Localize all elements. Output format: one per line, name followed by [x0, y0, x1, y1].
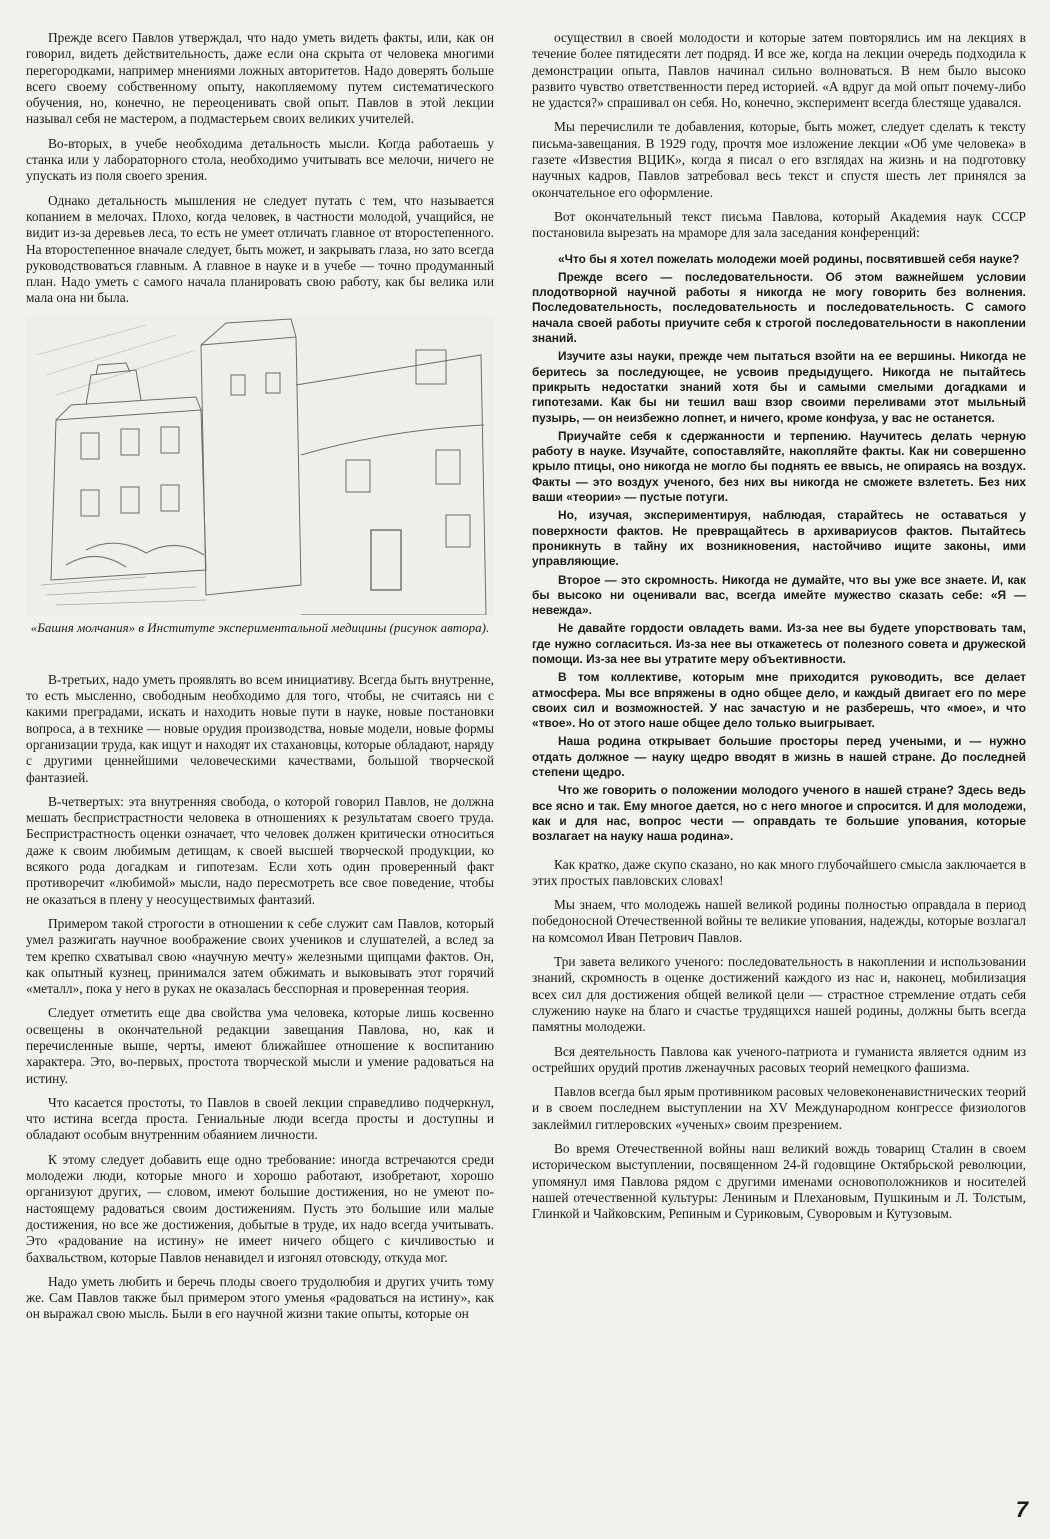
quote-paragraph: Второе — это скромность. Никогда не думайте, что вы уже все знаете. И, как бы высоко ни оценивали вас, всегда имейте мужество сказать себе: «Я — невежда». — [532, 572, 1026, 618]
paragraph: Как кратко, даже скупо сказано, но как много глубочайшего смысла заключается в этих простых павловских словах! — [532, 856, 1026, 888]
paragraph: Павлов всегда был ярым противником расовых человеконенавистнических теорий и в своем последнем выступлении на XV Международном конгрессе физиологов заклеймил гитлеровских «ученых» своим презрением. — [532, 1084, 1026, 1132]
paragraph: Однако детальность мышления не следует путать с тем, что называется копанием в мелочах. Плохо, когда человек, в частности молодой, учащийся, не видит из-за деревьев леса, то есть не умеет отличать главное от второстепенного. На второстепенное вначале следует, быть может, и закрывать глаза, но зато всегда руководствоваться главным. А главное в науке и в учебе — точно продуманный план. Надо уметь с самого начала планировать свою работу, как бы велика или мала она ни была. — [26, 192, 494, 306]
quote-paragraph: Изучите азы науки, прежде чем пытаться взойти на ее вершины. Никогда не беритесь за последующее, не усвоив предыдущего. Никогда не пытайтесь прикрыть недостатки знаний хотя бы и самыми смелыми догадками и гипотезами. Как бы ни тешил ваш взор своими переливами этот мыльный пузырь, — он неизбежно лопнет, и ничего, кроме конфуза, у вас не останется. — [532, 349, 1026, 425]
paragraph: Что касается простоты, то Павлов в своей лекции справедливо подчеркнул, что истина всегда проста. Гениальные люди всегда просты и доступны и обладают особым внутренним обаянием личности. — [26, 1094, 494, 1143]
paragraph: Примером такой строгости в отношении к себе служит сам Павлов, который умел разжигать научное воображение своих учеников и слушателей, а вслед за тем крепко схватывал свою «научную мечту» железными щипцами фактов. Он, как опытный кузнец, принимался затем обжимать и выковывать этот горячий «металл», пока у него в руках не оказалась бесспорная и проверенная теория. — [26, 915, 494, 997]
quote-paragraph: Что же говорить о положении молодого ученого в нашей стране? Здесь ведь все ясно и так. Ему многое дается, но с него многое и спросится. И для молодежи, как и для нас, вопрос чести — оправдать те большие упования, которые возлагает на науку наша родина». — [532, 783, 1026, 844]
paragraph: Три завета великого ученого: последовательность в накоплении и использовании знаний, скромность в оценке достижений каждого из нас и, наконец, мобилизация всех сил для достижения общей великой цели — страстное стремление отдать себя служению науке на благо и счастье трудящихся нашей родины, должны быть всегда памятны молодежи. — [532, 954, 1026, 1035]
illustration-caption: «Башня молчания» в Институте экспериментальной медицины (рисунок автора). — [30, 619, 490, 635]
paragraph: В-четвертых: эта внутренняя свобода, о которой говорил Павлов, не должна мешать беспристрастности человека в отношениях к результатам своего труда. Беспристрастность оценки означает, что человек должен критически относиться даже к своим любимым детищам, к своей высшей творческой продукции, ко всякого рода догадкам и гипотезам. Если хоть один проверенный факт противоречит «любимой» мысли, надо пересмотреть все свое поведение, чтобы не оказаться в плену у неосуществимых фантазий. — [26, 793, 494, 907]
paragraph: К этому следует добавить еще одно требование: иногда встречаются среди молодежи люди, которые много и хорошо работают, изобретают, хорошо организуют других, — словом, имеют большие достижения, но не умеют по-настоящему радоваться своим достижениям. Пусть это большие или малые достижения, но все же достижения, добытые в труде, их надо всегда учитывать. Это «радование на истину» не имеет ничего общего с кичливостью и бахвальством, которые Павлов ненавидел и изгонял отовсюду, откуда мог. — [26, 1151, 494, 1265]
paragraph: Прежде всего Павлов утверждал, что надо уметь видеть факты, или, как он говорил, видеть действительность, даже если она скрыта от человека многими перегородками, например мнениями ложных авторитетов. Надо доверять больше всего своему собственному опыту, накопляемому путем систематического обучения, но, конечно, не переоценивать свой опыт. Павлов в этой лекции называл себя не мастером, а подмастерьем своих великих учителей. — [26, 30, 494, 127]
paragraph: В-третьих, надо уметь проявлять во всем инициативу. Всегда быть внутренне, то есть мысленно, свободным необходимо для того, чтобы, не считаясь ни с какими преградами, искать и находить новые пути в науке, новые постановки вопроса, а в технике — новые орудия производства, новые модели, новые формы организации труда, как ищут и находят их стахановцы, которые обладают, наряду с другими ценнейшими человеческими качествами, большой творческой фантазией. — [26, 671, 494, 785]
quote-paragraph: «Что бы я хотел пожелать молодежи моей родины, посвятившей себя науке? — [558, 251, 1020, 266]
left-column — [26, 30, 494, 1331]
quote-paragraph: Но, изучая, экспериментируя, наблюдая, старайтесь не оставаться у поверхности фактов. Не превращайтесь в архивариусов фактов. Пытайтесь проникнуть в тайну их возникновения, настойчиво ищите законы, ими управляющие. — [532, 508, 1026, 569]
paragraph: Вся деятельность Павлова как ученого-патриота и гуманиста является одним из острейших орудий против лженаучных расовых теорий немецкого фашизма. — [532, 1043, 1026, 1075]
paragraph: Мы знаем, что молодежь нашей великой родины полностью оправдала в период победоносной Отечественной войны те великие упования, надежды, которые возлагал на комсомол Иван Петрович Павлов. — [532, 897, 1026, 945]
paragraph: Следует отметить еще два свойства ума человека, которые лишь косвенно освещены в окончательной редакции завещания Павлова, но, как и перечисленные выше, черты, имеют ближайшее отношение к воспитанию характера. Это, во-первых, простота творческой мысли и умение радоваться на истину. — [26, 1005, 494, 1086]
paragraph: Во время Отечественной войны наш великий вождь товарищ Сталин в своем историческом выступлении, посвященном 24-й годовщине Октябрьской революции, упомянул имя Павлова рядом с другими именами основоположников и носителей нашей отечественной культуры: Лениным и Плехановым, Пушкиным и Л. Толстым, Глинкой и Чайковским, Репиным и Суриковым, Суворовым и Кутузовым. — [532, 1141, 1026, 1222]
paragraph: Надо уметь любить и беречь плоды своего трудолюбия и других учить тому же. Сам Павлов также был примером этого уменья «радоваться на истину», как он выражал свою мысль. Были в его научной жизни такие опыты, которые он — [26, 1273, 494, 1322]
paragraph: Вот окончательный текст письма Павлова, который Академия наук СССР постановила вырезать на мраморе для зала заседания конференций: — [532, 208, 1026, 241]
right-column — [532, 30, 1026, 1230]
page-number: 7 — [1015, 1497, 1028, 1522]
quote-paragraph: Не давайте гордости овладеть вами. Из-за нее вы будете упорствовать там, где нужно согласиться. Из-за нее вы откажетесь от полезного совета и дружеской помощи. Из-за нее вы утратите меру объективности. — [532, 621, 1026, 666]
paragraph: Во-вторых, в учебе необходима детальность мысли. Когда работаешь у станка или у лабораторного стола, необходимо учитывать все мелочи, ничего не упускать из поля своего зрения. — [26, 135, 494, 184]
paragraph: Мы перечислили те добавления, которые, быть может, следует сделать к тексту письма-завещания. В 1929 году, прочтя мое изложение лекции «Об уме человека» в газете «Известия ВЦИК», когда я писал о его взглядах на жизнь и на подготовку научных кадров, Павлов затребовал весь текст и спустя шесть лет принялся за окончательное его оформление. — [532, 119, 1026, 200]
quote-paragraph: Наша родина открывает большие просторы перед учеными, и — нужно отдать должное — науку щедро вводят в жизнь в нашей стране. До последней степени щедро. — [532, 734, 1026, 780]
quote-paragraph: Приучайте себя к сдержанности и терпению. Научитесь делать черную работу в науке. Изучайте, сопоставляйте, накопляйте факты. Как ни совершенно крыло птицы, оно никогда не могло бы поднять ее ввысь, не опираясь на воздух. Факты — это воздух ученого, без них вы никогда не сможете взлететь. Без них ваши «теории» — пустые потуги. — [532, 428, 1026, 505]
paragraph: осуществил в своей молодости и которые затем повторялись им на лекциях в течение более пятидесяти лет подряд. И все же, когда на лекции очередь подходила к демонстрации опыта, Павлов начинал сильно волноваться. В нем было высоко развито чувство ответственности перед историей. «А вдруг да мой опыт почему-либо не удастся?» спрашивал он себя. Но, конечно, эксперимент всегда блестяще удавался. — [532, 30, 1026, 111]
pencil-sketch-illustration — [26, 315, 494, 615]
tower-of-silence-drawing — [26, 315, 494, 615]
quote-paragraph: В том коллективе, которым мне приходится руководить, все делает атмосфера. Мы все впряжены в одно общее дело, и каждый двигает его по мере своих сил и возможностей. У нас зачастую и не разберешь, что «мое», и что «твое». Но от этого наше общее дело только выигрывает. — [532, 670, 1026, 731]
pavlov-letter-quote — [532, 252, 1026, 845]
quote-paragraph: Прежде всего — последовательности. Об этом важнейшем условии плодотворной научной работы я никогда не могу говорить без волнения. Последовательность, последовательность и последовательность. С самого начала своей работы приучите себя к строгой последовательности в накоплении знаний. — [532, 269, 1026, 346]
